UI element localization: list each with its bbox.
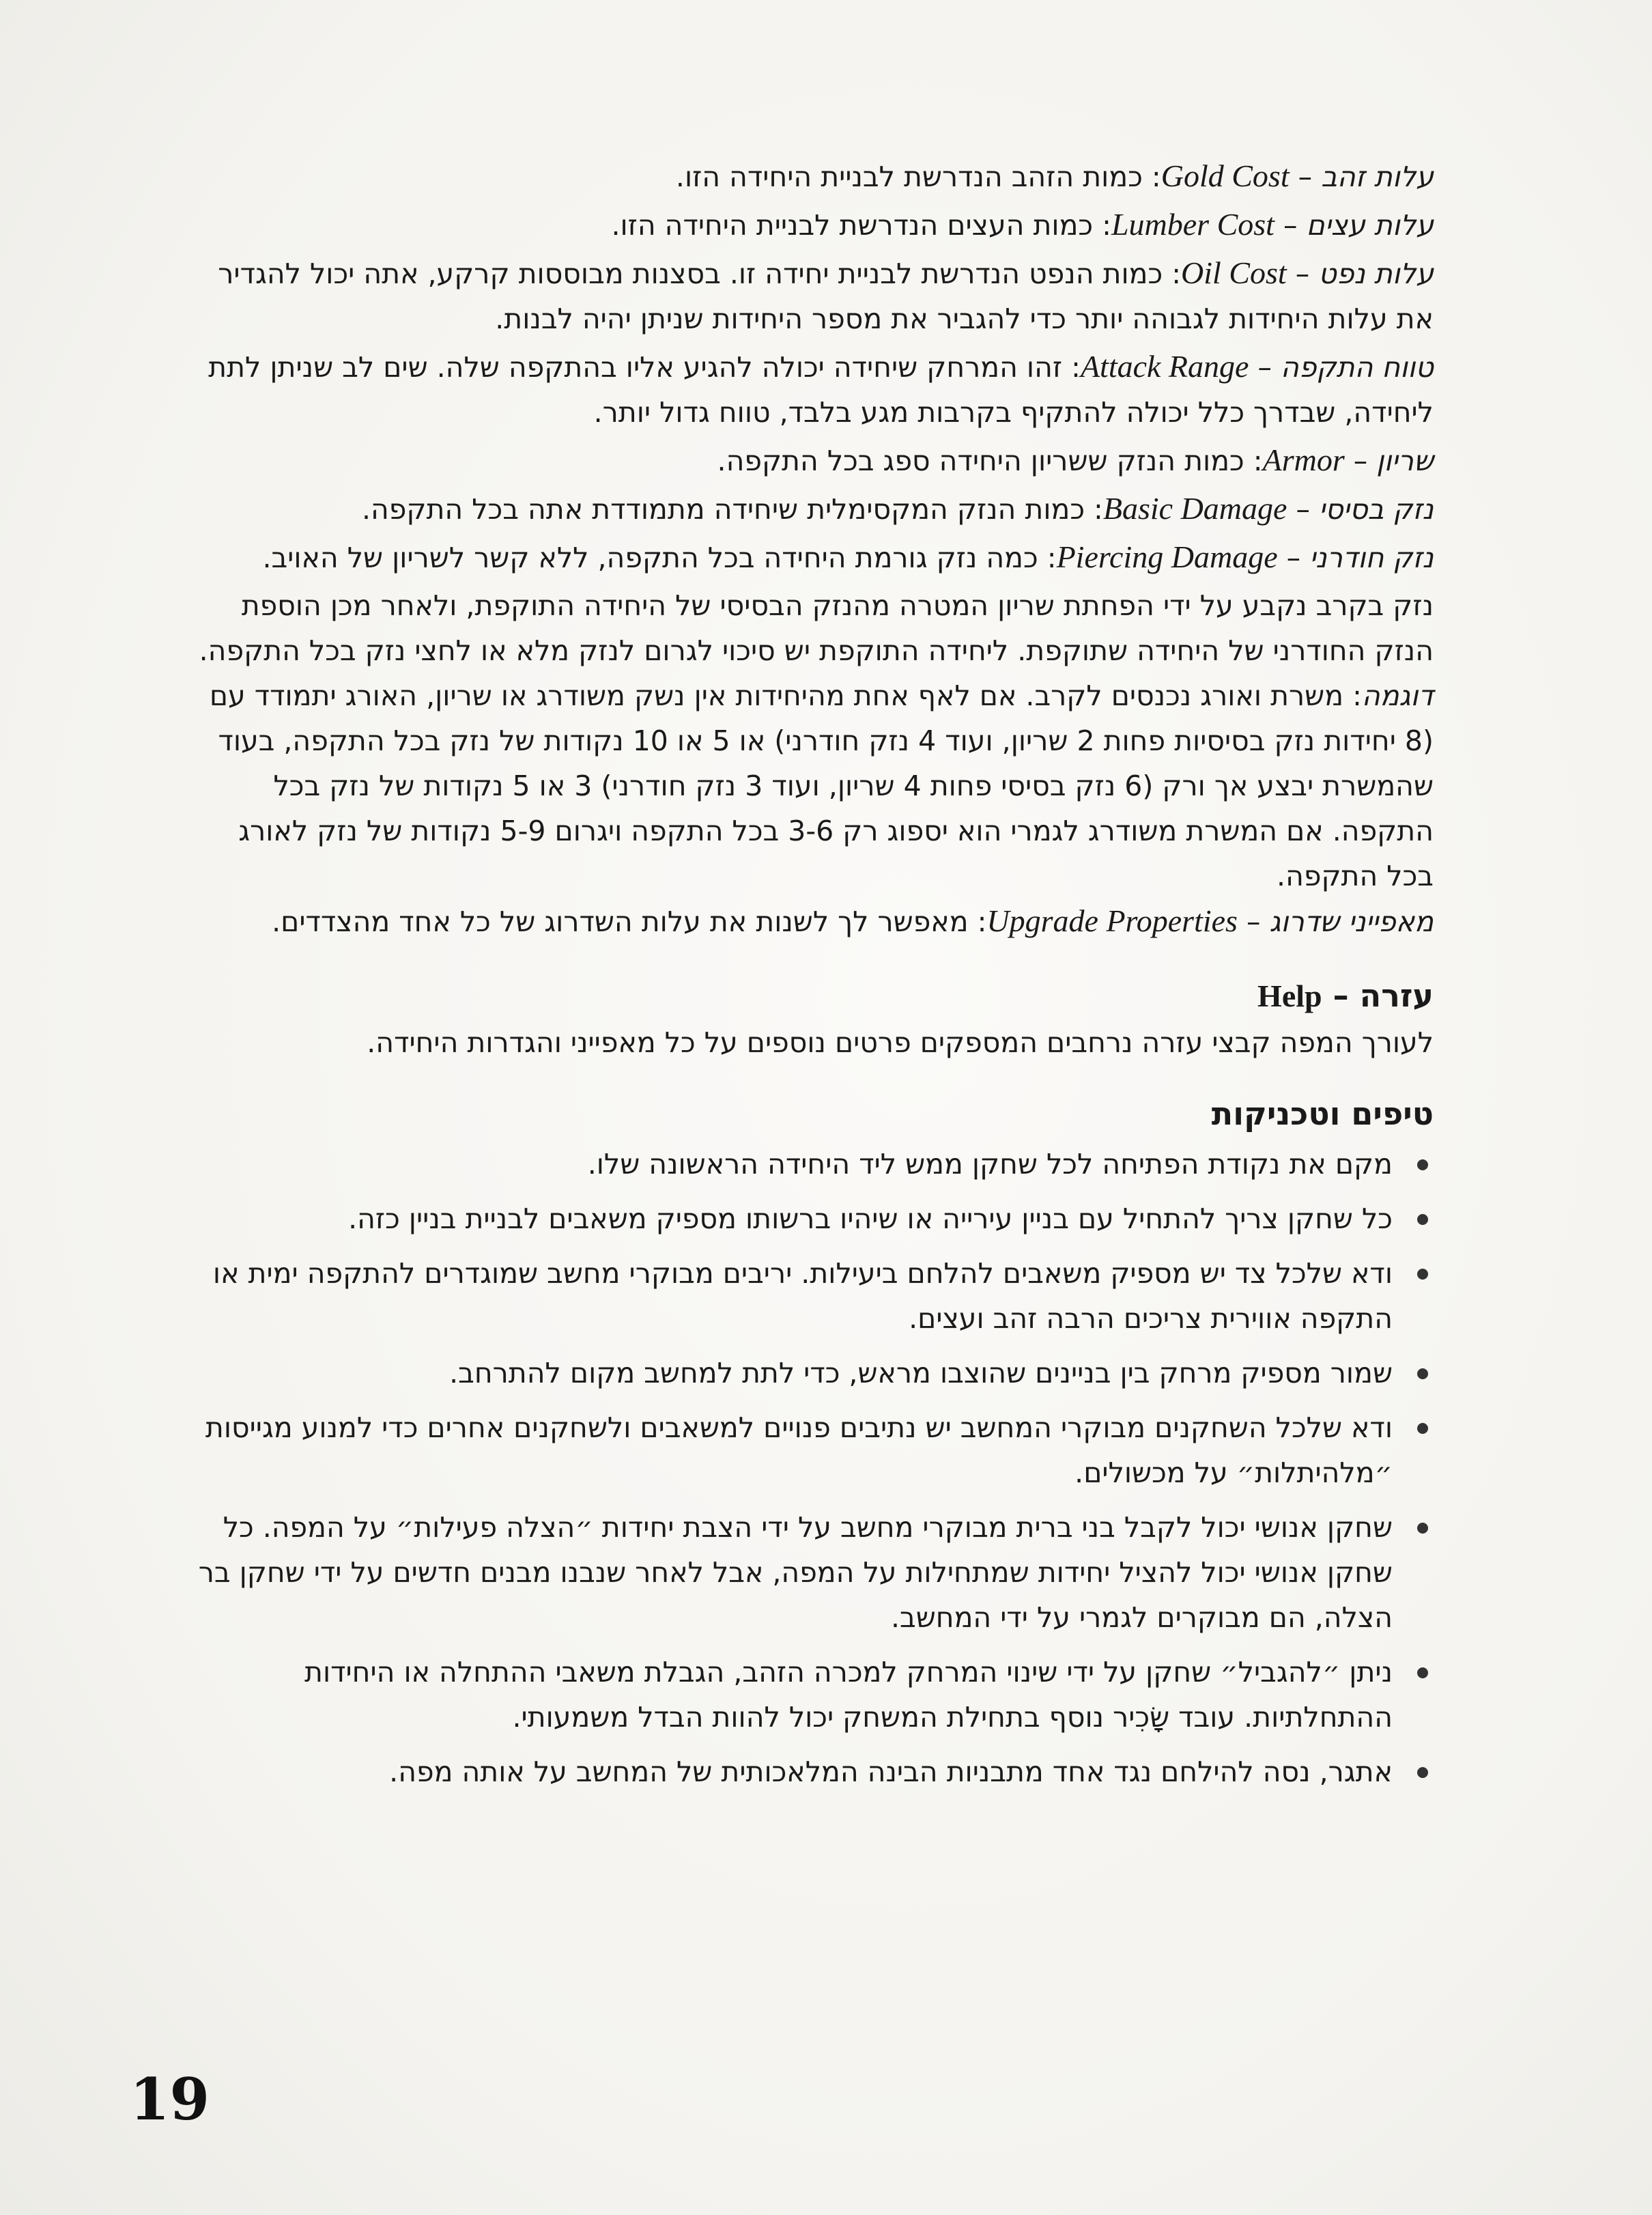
tip-text: ודא שלכל השחקנים מבוקרי המחשב יש נתיבים פנויים למשאבים ולשחקנים אחרים כדי למנוע מגייסות ״מלהיתלות״ על מכשולים. — [205, 1411, 1393, 1489]
tip-text: ודא שלכל צד יש מספיק משאבים להלחם ביעילות. יריבים מבוקרי מחשב שמוגדרים להתקפה ימית או התקפה אווירית צריכים הרבה זהב ועצים. — [212, 1257, 1393, 1335]
tip-text: שחקן אנושי יכול לקבל בני ברית מבוקרי מחשב על ידי הצבת יחידות ״הצלה פעילות״ על המפה. כל שחקן אנושי יכול להציל יחידות שמתחילות על המפה, אבל לאחר שנבנו מבנים חדשים על ידי שחקן בר הצלה, הם מבוקרים לגמרי על ידי המחשב. — [198, 1511, 1393, 1634]
list-item — [184, 1650, 1434, 1740]
list-item — [184, 1251, 1434, 1341]
page-content — [184, 154, 1434, 1804]
bullet-icon — [1417, 1767, 1428, 1778]
term-description: : זהו המרחק שיחידה יכולה להגיע אליו בהתקפה שלה. שים לב שניתן לתת ליחידה, שבדרך כלל יכולה להתקיף בקרבות מגע בלבד, טווח גדול יותר. — [208, 351, 1434, 429]
bullet-icon — [1417, 1667, 1428, 1678]
help-title-english: Help — [1257, 978, 1322, 1013]
term-english: Piercing Damage — [1056, 539, 1278, 574]
help-text: לעורך המפה קבצי עזרה נרחבים המספקים פרטים נוספים על כל מאפייני והגדרות היחידה. — [367, 1026, 1434, 1059]
list-item — [184, 1505, 1434, 1640]
term-description: : כמות הזהב הנדרשת לבניית היחידה הזו. — [675, 160, 1161, 193]
tips-list — [184, 1142, 1434, 1794]
damage-paragraph: נזק בקרב נקבע על ידי הפחתת שריון המטרה מהנזק הבסיסי של היחידה התוקפת, ולאחר מכן הוספת הנזק החודרני של היחידה שתוקפת. ליחידה התוקפת יש סיכוי לגרום לנזק מלא או לחצי נזק בכל התקפה. — [199, 589, 1434, 667]
definition-upgrade-properties: מאפייני שדרוג – Upgrade Properties: מאפשר לך לשנות את עלות השדרוג של כל אחד מהצדדים. — [272, 903, 1434, 938]
bullet-icon — [1417, 1159, 1428, 1170]
term-english: Attack Range — [1080, 349, 1249, 384]
term-hebrew: נזק בסיסי — [1319, 493, 1434, 526]
help-title-hebrew: עזרה — [1359, 977, 1434, 1014]
term-hebrew: מאפייני שדרוג — [1269, 905, 1434, 938]
term-english: Basic Damage — [1102, 491, 1287, 526]
tip-text: שמור מספיק מרחק בין בניינים שהוצבו מראש, כדי לתת למחשב מקום להתרחב. — [449, 1357, 1393, 1389]
list-item — [184, 1405, 1434, 1495]
tip-text: כל שחקן צריך להתחיל עם בניין עירייה או שיהיו ברשותו מספיק משאבים לבניית בניין כזה. — [348, 1202, 1393, 1235]
term-hebrew: טווח התקפה — [1281, 351, 1434, 384]
tip-text: ניתן ״להגביל״ שחקן על ידי שינוי המרחק למכרה הזהב, הגבלת משאבי ההתחלה או היחידות ההתחלתיות. עובד שָׂכִיר נוסף בתחילת המשחק יכול להוות הבדל משמעותי. — [304, 1656, 1393, 1734]
term-description: : כמות הנזק ששריון היחידה ספג בכל התקפה. — [717, 445, 1263, 477]
list-item — [184, 1351, 1434, 1396]
bullet-icon — [1417, 1214, 1428, 1225]
term-hebrew: עלות זהב — [1321, 160, 1434, 193]
term-english: Lumber Cost — [1111, 207, 1274, 242]
example-paragraph — [184, 673, 1434, 899]
definition-oil-cost: עלות נפט – Oil Cost: כמות הנפט הנדרשת לבניית יחידה זו. בסצנות מבוססות קרקע, אתה יכול להגדיר את עלות היחידות לגבוהה יותר כדי להגביר את מספר היחידות שניתן יהיה לבנות. — [218, 255, 1434, 335]
list-item — [184, 1196, 1434, 1241]
term-description: : כמות הנפט הנדרשת לבניית יחידה זו. בסצנות מבוססות קרקע, אתה יכול להגדיר את עלות היחידות לגבוהה יותר כדי להגביר את מספר היחידות שניתן יהיה לבנות. — [218, 257, 1434, 335]
tips-heading: טיפים וטכניקות — [1211, 1095, 1434, 1132]
term-english: Upgrade Properties — [986, 903, 1238, 938]
bullet-icon — [1417, 1423, 1428, 1434]
term-hebrew: נזק חודרני — [1309, 541, 1434, 574]
definition-piercing-damage: נזק חודרני – Piercing Damage: כמה נזק גורמת היחידה בכל התקפה, ללא קשר לשריון של האויב. — [262, 539, 1434, 574]
tip-text: מקם את נקודת הפתיחה לכל שחקן ממש ליד היחידה הראשונה שלו. — [587, 1148, 1393, 1181]
term-english: Oil Cost — [1181, 255, 1287, 290]
term-hebrew: שריון — [1376, 445, 1434, 477]
term-description: : כמות הנזק המקסימלית שיחידה מתמודדת אתה בכל התקפה. — [361, 493, 1103, 526]
bullet-icon — [1417, 1368, 1428, 1379]
definition-basic-damage: נזק בסיסי – Basic Damage: כמות הנזק המקסימלית שיחידה מתמודדת אתה בכל התקפה. — [361, 491, 1434, 526]
term-description: : מאפשר לך לשנות את עלות השדרוג של כל אחד מהצדדים. — [272, 905, 987, 938]
page-number: 19 — [130, 2065, 210, 2133]
list-item — [184, 1142, 1434, 1187]
tip-text: אתגר, נסה להילחם נגד אחד מתבניות הבינה המלאכותית של המחשב על אותה מפה. — [389, 1755, 1393, 1788]
definition-armor: שריון – Armor: כמות הנזק ששריון היחידה ספג בכל התקפה. — [717, 442, 1434, 477]
list-item — [184, 1749, 1434, 1794]
term-description: : כמה נזק גורמת היחידה בכל התקפה, ללא קשר לשריון של האויב. — [262, 541, 1057, 574]
bullet-icon — [1417, 1523, 1428, 1534]
example-label: דוגמה — [1361, 679, 1434, 712]
term-hebrew: עלות נפט — [1318, 257, 1434, 290]
help-heading: עזרה – Help — [1257, 977, 1434, 1014]
term-hebrew: עלות עצים — [1306, 209, 1434, 242]
definition-attack-range: טווח התקפה – Attack Range: זהו המרחק שיחידה יכולה להגיע אליו בהתקפה שלה. שים לב שניתן לתת ליחידה, שבדרך כלל יכולה להתקיף בקרבות מגע בלבד, טווח גדול יותר. — [208, 349, 1434, 429]
bullet-icon — [1417, 1269, 1428, 1280]
definition-lumber-cost: עלות עצים – Lumber Cost: כמות העצים הנדרשת לבניית היחידה הזו. — [611, 207, 1434, 242]
term-description: : כמות העצים הנדרשת לבניית היחידה הזו. — [611, 209, 1111, 242]
example-text: : משרת ואורג נכנסים לקרב. אם לאף אחת מהיחידות אין נשק משודרג או שריון, האורג יתמודד עם (8 יחידות נזק בסיסיות פחות 2 שריון, ועוד 4 נזק חודרני) או 5 או 10 נקודות של נזק בכל התקפה, בעוד שהמשרת יבצע אך ורק (6 נזק בסיסי פחות 4 שריון, ועוד 3 נזק חודרני) 3 או 5 נקודות של נזק בכל התקפה. אם המשרת משודרג לגמרי הוא יספוג רק 3-6 בכל התקפה ויגרום 5-9 נקודות של נזק לאורג בכל התקפה. — [209, 679, 1434, 892]
term-english: Gold Cost — [1160, 158, 1290, 193]
term-english: Armor — [1262, 442, 1345, 477]
definition-gold-cost: עלות זהב – Gold Cost: כמות הזהב הנדרשת לבניית היחידה הזו. — [675, 158, 1434, 193]
